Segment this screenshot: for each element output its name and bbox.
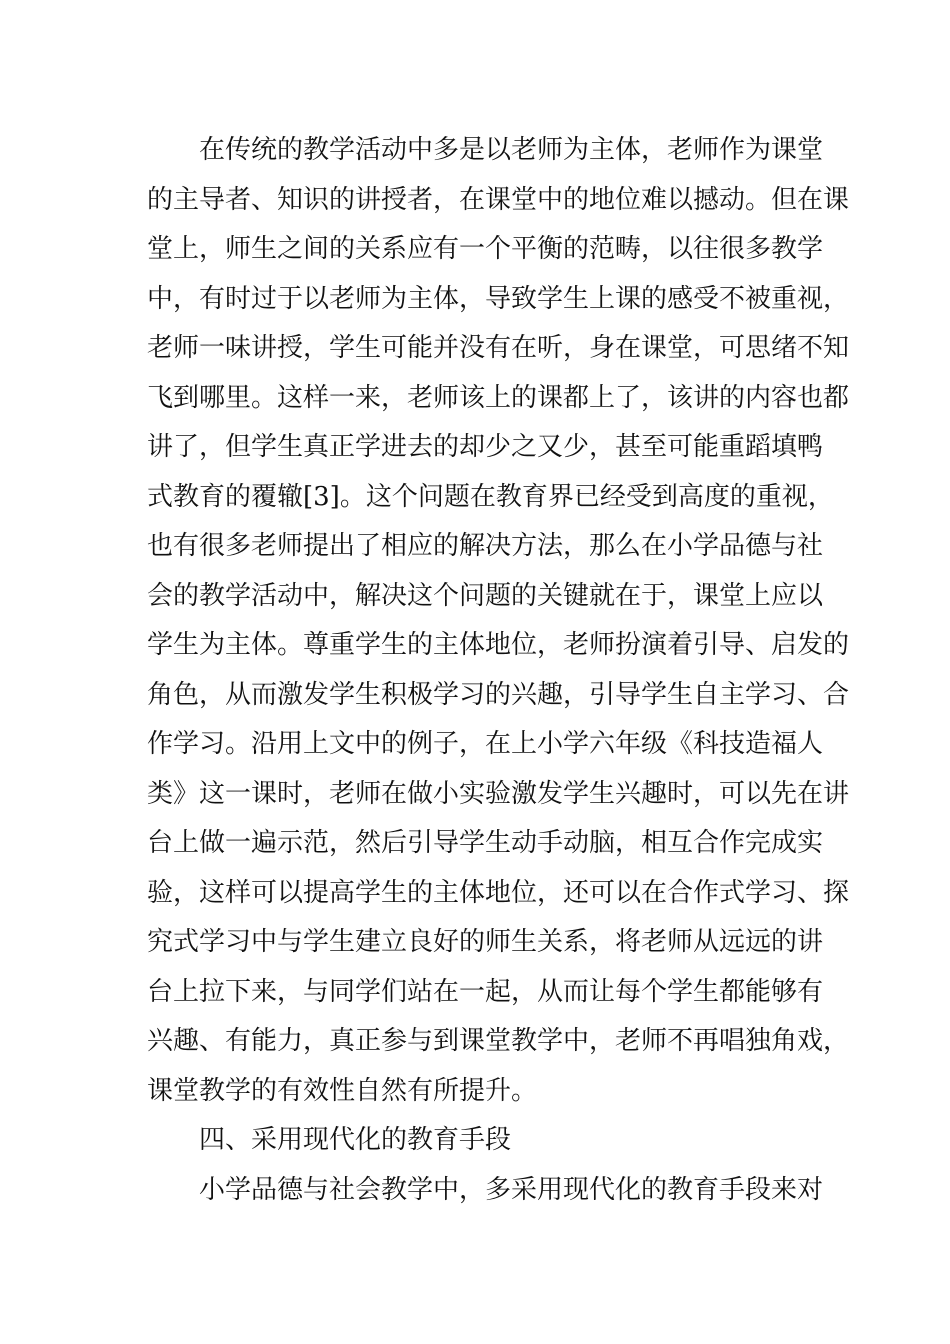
paragraph-line: 在传统的教学活动中多是以老师为主体，老师作为课堂 [199,135,824,165]
paragraph-line: 学生为主体。尊重学生的主体地位，老师扮演着引导、启发的 [147,630,850,660]
paragraph-line: 课堂教学的有效性自然有所提升。 [147,1075,538,1106]
paragraph-line: 的主导者、知识的讲授者，在课堂中的地位难以撼动。但在课 [147,184,850,215]
paragraph-line: 堂上，师生之间的关系应有一个平衡的范畴，以往很多教学 [147,234,824,264]
paragraph-line: 角色，从而激发学生积极学习的兴趣，引导学生自主学习、合 [147,679,850,710]
paragraph-line: 讲了，但学生真正学进去的却少之又少，甚至可能重蹈填鸭 [147,432,824,462]
paragraph-line: 也有很多老师提出了相应的解决方法，那么在小学品德与社 [147,531,824,561]
paragraph-line: 兴趣、有能力，真正参与到课堂教学中，老师不再唱独角戏， [147,1026,850,1056]
paragraph-line: 式教育的覆辙[3]。这个问题在教育界已经受到高度的重视， [147,481,834,512]
paragraph-line: 作学习。沿用上文中的例子，在上小学六年级《科技造福人 [147,729,824,759]
paragraph-line: 究式学习中与学生建立良好的师生关系，将老师从远远的讲 [147,927,824,957]
paragraph-line: 验，这样可以提高学生的主体地位，还可以在合作式学习、探 [147,877,850,908]
body-text [147,126,850,1215]
paragraph-line: 类》这一课时，老师在做小实验激发学生兴趣时，可以先在讲 [147,778,850,809]
paragraph-line: 飞到哪里。这样一来，老师该上的课都上了，该讲的内容也都 [147,382,850,413]
paragraph-line: 会的教学活动中，解决这个问题的关键就在于，课堂上应以 [147,580,824,611]
paragraph-line: 中，有时过于以老师为主体，导致学生上课的感受不被重视， [147,283,850,314]
paragraph-line: 台上拉下来，与同学们站在一起，从而让每个学生都能够有 [147,976,824,1007]
section-heading: 四、采用现代化的教育手段 [199,1125,512,1155]
paragraph-line: 小学品德与社会教学中，多采用现代化的教育手段来对 [199,1174,824,1205]
paragraph-line: 台上做一遍示范，然后引导学生动手动脑，相互合作完成实 [147,828,824,858]
paragraph-line: 老师一味讲授，学生可能并没有在听，身在课堂，可思绪不知 [147,333,850,363]
